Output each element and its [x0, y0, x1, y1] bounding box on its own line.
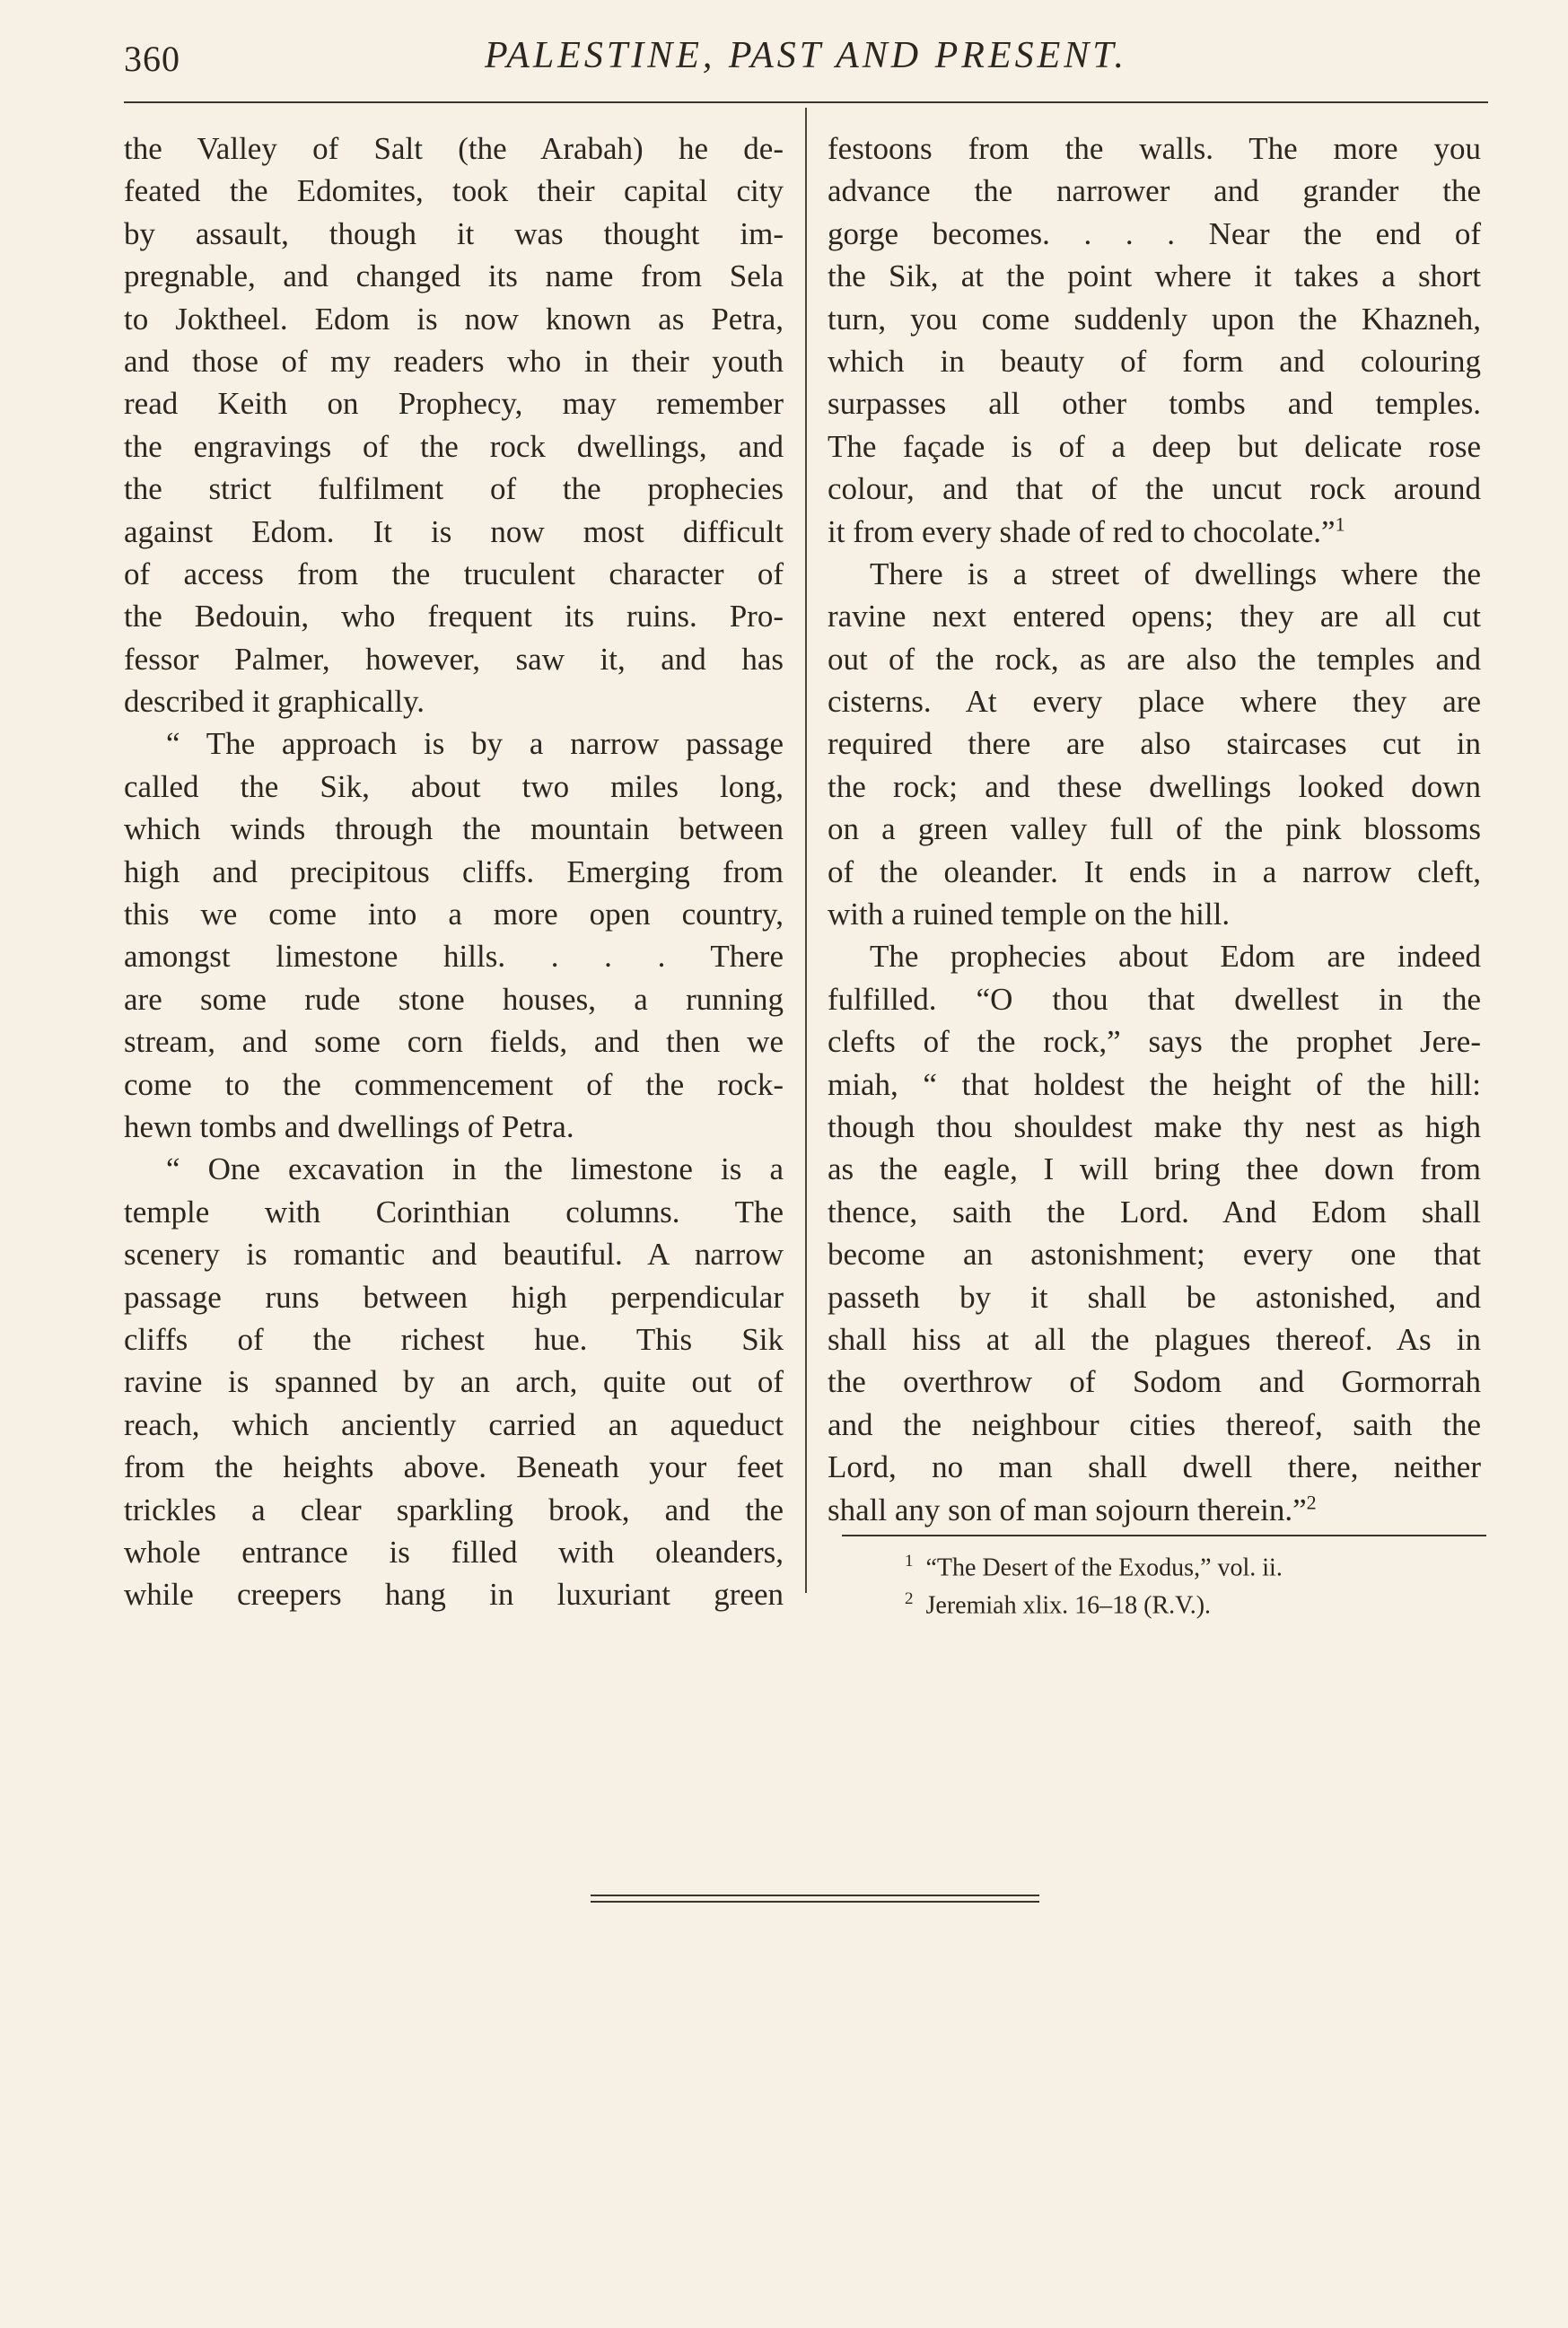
- text-line: of the oleander. It ends in a narrow cleft,: [828, 853, 1481, 889]
- text-line: ravine is spanned by an arch, quite out of: [124, 1364, 784, 1400]
- text-line: trickles a clear sparkling brook, and the: [124, 1492, 784, 1527]
- text-line: festoons from the walls. The more you: [828, 131, 1481, 166]
- text-line: required there are also staircases cut in: [828, 726, 1481, 762]
- text-line: fessor Palmer, however, saw it, and has: [124, 641, 784, 677]
- right-column: [828, 127, 1481, 1531]
- text-line: passeth by it shall be astonished, and: [828, 1279, 1481, 1315]
- text-line: and those of my readers who in their youth: [124, 343, 784, 379]
- text-line: by assault, though it was thought im-: [124, 215, 784, 251]
- text-line: feated the Edomites, took their capital city: [124, 173, 784, 209]
- page-header: [124, 34, 1488, 88]
- text-line: pregnable, and changed its name from Sela: [124, 258, 784, 294]
- text-line: the Sik, at the point where it takes a short: [828, 258, 1481, 294]
- text-line: with a ruined temple on the hill.: [828, 897, 1231, 932]
- text-line: cliffs of the richest hue. This Sik: [124, 1321, 784, 1357]
- text-line: to Joktheel. Edom is now known as Petra,: [124, 301, 784, 337]
- footnote-mark: 1: [1335, 512, 1345, 535]
- text-line: against Edom. It is now most difficult: [124, 513, 784, 549]
- text-line: [828, 1489, 1481, 1531]
- text-line: high and precipitous cliffs. Emerging from: [124, 853, 784, 889]
- text-line: surpasses all other tombs and temples.: [828, 386, 1481, 422]
- footnote-mark: 2: [1306, 1490, 1317, 1513]
- text-line: “ The approach is by a narrow passage: [166, 726, 784, 762]
- footnote-number: 2: [905, 1589, 914, 1609]
- text-line: stream, and some corn fields, and then we: [124, 1024, 784, 1060]
- footnote: [905, 1583, 1283, 1621]
- text-line: the overthrow of Sodom and Gormorrah: [828, 1364, 1481, 1400]
- text-line: “ One excavation in the limestone is a: [166, 1151, 784, 1187]
- text-line: called the Sik, about two miles long,: [124, 768, 784, 804]
- text-line: There is a street of dwellings where the: [870, 556, 1481, 591]
- text-line: reach, which anciently carried an aqueduct: [124, 1406, 784, 1442]
- text-line: which in beauty of form and colouring: [828, 343, 1481, 379]
- text-line: this we come into a more open country,: [124, 897, 784, 932]
- text-line: the Valley of Salt (the Arabah) he de-: [124, 131, 784, 166]
- text-line: clefts of the rock,” says the prophet Jere-: [828, 1024, 1481, 1060]
- left-column: [124, 127, 784, 1616]
- footnote-number: 1: [905, 1552, 914, 1571]
- text-line: advance the narrower and grander the: [828, 173, 1481, 209]
- text-line: passage runs between high perpendicular: [124, 1279, 784, 1315]
- page-number: 360: [124, 39, 180, 79]
- text-line: and the neighbour cities thereof, saith the: [828, 1406, 1481, 1442]
- text-line: shall hiss at all the plagues thereof. As in: [828, 1321, 1481, 1357]
- text-line: cisterns. At every place where they are: [828, 684, 1481, 720]
- footnotes: [905, 1545, 1283, 1622]
- text-line: the Bedouin, who frequent its ruins. Pro-: [124, 599, 784, 635]
- text-line: on a green valley full of the pink blossoms: [828, 811, 1481, 847]
- footnote-text: Jeremiah xlix. 16–18 (R.V.).: [925, 1591, 1212, 1620]
- text-line: hewn tombs and dwellings of Petra.: [124, 1108, 574, 1144]
- text-line: as the eagle, I will bring thee down from: [828, 1151, 1481, 1187]
- text-line: from the heights above. Beneath your feet: [124, 1449, 784, 1485]
- text-line: miah, “ that holdest the height of the hill:: [828, 1066, 1481, 1102]
- end-rule-top: [591, 1895, 1039, 1896]
- text-segment: shall any son of man sojourn therein.”: [828, 1492, 1307, 1527]
- text-line: colour, and that of the uncut rock around: [828, 471, 1481, 507]
- text-line: [828, 511, 1481, 553]
- text-line: the rock; and these dwellings looked down: [828, 768, 1481, 804]
- header-rule: [124, 101, 1488, 103]
- text-line: scenery is romantic and beautiful. A narrow: [124, 1237, 784, 1273]
- text-line: the strict fulfilment of the prophecies: [124, 471, 784, 507]
- footnote-text: “The Desert of the Exodus,” vol. ii.: [925, 1553, 1283, 1582]
- text-segment: it from every shade of red to chocolate.”: [828, 513, 1336, 549]
- text-line: The prophecies about Edom are indeed: [870, 939, 1481, 975]
- text-line: The façade is of a deep but delicate rose: [828, 428, 1481, 464]
- text-line: gorge becomes. . . . Near the end of: [828, 215, 1481, 251]
- text-line: temple with Corinthian columns. The: [124, 1194, 784, 1230]
- text-line: Lord, no man shall dwell there, neither: [828, 1449, 1481, 1485]
- text-line: ravine next entered opens; they are all cut: [828, 599, 1481, 635]
- text-line: thence, saith the Lord. And Edom shall: [828, 1194, 1481, 1230]
- footnote-rule: [842, 1535, 1486, 1536]
- text-line: while creepers hang in luxuriant green: [124, 1577, 784, 1613]
- text-line: which winds through the mountain between: [124, 811, 784, 847]
- footnote: [905, 1545, 1283, 1583]
- text-line: turn, you come suddenly upon the Khazneh,: [828, 301, 1481, 337]
- text-line: become an astonishment; every one that: [828, 1237, 1481, 1273]
- column-divider: [805, 108, 807, 1593]
- end-rule-bottom: [591, 1901, 1039, 1903]
- text-line: are some rude stone houses, a running: [124, 981, 784, 1017]
- text-line: though thou shouldest make thy nest as high: [828, 1108, 1481, 1144]
- text-line: come to the commencement of the rock-: [124, 1066, 784, 1102]
- text-line: out of the rock, as are also the temples and: [828, 641, 1481, 677]
- text-line: whole entrance is filled with oleanders,: [124, 1534, 784, 1570]
- text-line: amongst limestone hills. . . . There: [124, 939, 784, 975]
- text-line: described it graphically.: [124, 684, 425, 720]
- text-line: the engravings of the rock dwellings, and: [124, 428, 784, 464]
- text-line: fulfilled. “O thou that dwellest in the: [828, 981, 1481, 1017]
- text-line: read Keith on Prophecy, may remember: [124, 386, 784, 422]
- text-line: of access from the truculent character of: [124, 556, 784, 591]
- running-title: PALESTINE, PAST AND PRESENT.: [484, 35, 1128, 76]
